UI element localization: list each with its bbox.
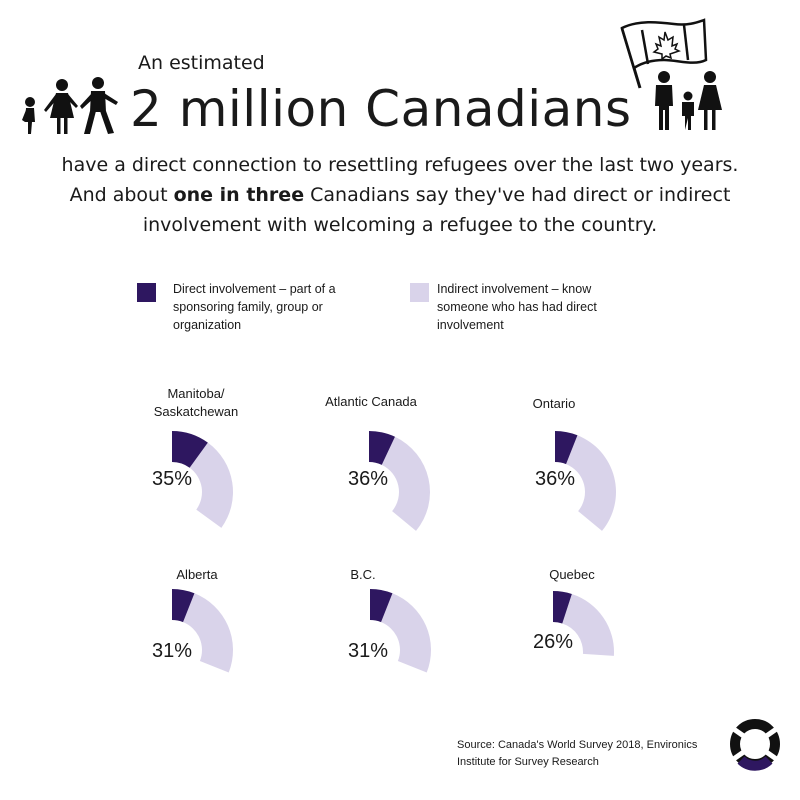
ring-logo-icon <box>727 716 783 772</box>
emphasis-one-in-three: one in three <box>173 184 305 206</box>
legend-label-direct: Direct involvement – part of a sponsoring family, group or organization <box>173 282 336 332</box>
source-line-1: Source: Canada's World Survey 2018, Environics <box>457 739 698 751</box>
legend-label-indirect: Indirect involvement – know someone who has had direct involvement <box>437 282 597 332</box>
intro-text: An estimated <box>138 52 265 74</box>
region-label: Atlantic Canada <box>325 394 417 409</box>
description-line-1: have a direct connection to resettling refugees over the last two years. <box>61 154 739 176</box>
source-line-2: Institute for Survey Research <box>457 756 599 768</box>
region-total-label: 31% <box>151 640 193 662</box>
source-note <box>457 737 697 771</box>
region-total-label: 36% <box>534 468 576 490</box>
region-total-label: 35% <box>151 468 193 490</box>
region-label: B.C. <box>350 567 376 582</box>
region-total-label: 26% <box>532 631 574 653</box>
region-total-label: 36% <box>347 468 389 490</box>
region-label: Quebec <box>549 567 595 582</box>
description-line-2-pre: And about <box>69 184 174 206</box>
headline: 2 million Canadians <box>130 80 632 138</box>
description-line-3: involvement with welcoming a refugee to the country. <box>142 214 658 236</box>
description-line-2-post: Canadians say they've had direct or indirect <box>304 184 731 206</box>
region-label: Ontario <box>532 396 576 411</box>
region-label: Alberta <box>176 567 218 582</box>
region-total-label: 31% <box>347 640 389 662</box>
region-label: Manitoba/ Saskatchewan <box>153 386 239 419</box>
